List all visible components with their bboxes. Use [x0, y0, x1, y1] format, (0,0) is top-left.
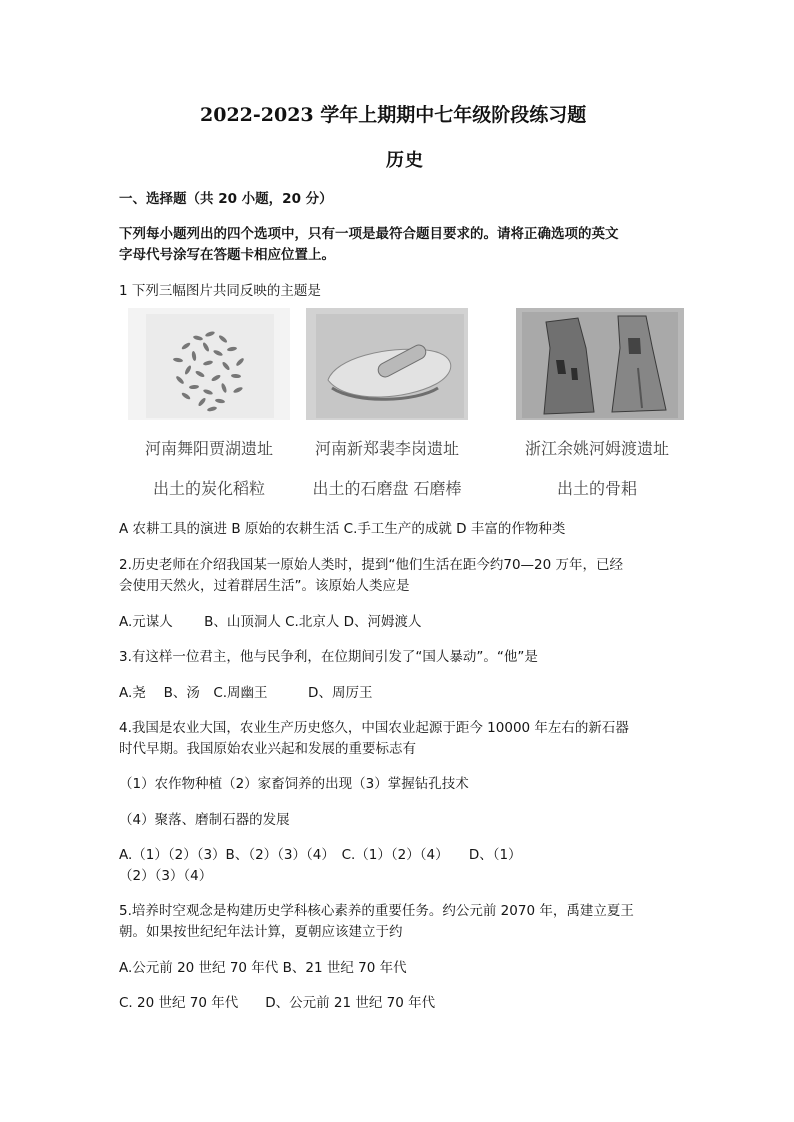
- q2-options: A.元谋人 B、山顶洞人 C.北京人 D、河姆渡人: [119, 614, 422, 630]
- q1-options: A 农耕工具的演进 B 原始的农耕生活 C.手工生产的成就 D 丰富的作物种类: [119, 521, 566, 537]
- q3-options: A.尧 B、汤 C.周幽王 D、周厉王: [119, 685, 373, 701]
- q4-items-line-1: （1）农作物种植（2）家畜饲养的出现（3）掌握钻孔技术: [119, 776, 469, 792]
- q2-stem-line-1: 2.历史老师在介绍我国某一原始人类时，提到“他们生活在距今约70—20 万年，已经: [119, 557, 624, 573]
- q5-options-line-2: C. 20 世纪 70 年代 D、公元前 21 世纪 70 年代: [119, 995, 436, 1011]
- q4-stem-line-1: 4.我国是农业大国，农业生产历史悠久，中国农业起源于距今 10000 年左右的新石器: [119, 720, 629, 736]
- subject-title: 历史: [386, 150, 424, 171]
- q2-stem-line-2: 会使用天然火，过着群居生活”。该原始人类应是: [119, 578, 410, 594]
- exam-title: 2022-2023 学年上期期中七年级阶段练习题: [200, 104, 587, 126]
- figure-grinding-caption-site: 河南新郑裴李岗遗址: [314, 439, 459, 458]
- q1-stem: 1 下列三幅图片共同反映的主题是: [119, 283, 321, 299]
- figure-rice: [128, 308, 290, 508]
- figure-grinding-caption-item: 出土的石磨盘 石磨棒: [312, 479, 462, 498]
- q4-stem-line-2: 时代早期。我国原始农业兴起和发展的重要标志有: [119, 741, 416, 757]
- figure-rice-caption-item: 出土的炭化稻粒: [152, 479, 265, 498]
- grinding-stone-icon: [306, 308, 468, 420]
- q4-items-line-2: （4）聚落、磨制石器的发展: [119, 812, 290, 828]
- figure-bone-caption-site: 浙江余姚河姆渡遗址: [524, 439, 669, 458]
- q3-stem: 3.有这样一位君主，他与民争利，在位期间引发了“国人暴动”。“他”是: [119, 649, 538, 665]
- q5-options-line-1: A.公元前 20 世纪 70 年代 B、21 世纪 70 年代: [119, 960, 407, 976]
- q4-options-line-1: A.（1）（2）（3）B、（2）（3）（4） C.（1）（2）（4） D、（1）: [119, 847, 522, 863]
- figure-bone-spade: [516, 308, 684, 508]
- instruction-line-2: 字母代号涂写在答题卡相应位置上。: [119, 247, 335, 263]
- carbonized-rice-icon: [128, 308, 290, 420]
- q5-stem-line-2: 朝。如果按世纪纪年法计算，夏朝应该建立于约: [119, 924, 403, 940]
- section-heading: 一、选择题（共 20 小题，20 分）: [119, 191, 333, 207]
- q4-options-line-2: （2）（3）（4）: [119, 868, 213, 884]
- figure-rice-caption-site: 河南舞阳贾湖遗址: [144, 439, 273, 458]
- q5-stem-line-1: 5.培养时空观念是构建历史学科核心素养的重要任务。约公元前 2070 年，禹建立夏王: [119, 903, 634, 919]
- instruction-line-1: 下列每小题列出的四个选项中，只有一项是最符合题目要求的。请将正确选项的英文: [119, 226, 619, 242]
- bone-spade-icon: [516, 308, 684, 420]
- figure-grinding-stone: [306, 308, 468, 508]
- figure-bone-caption-item: 出土的骨耜: [556, 479, 637, 498]
